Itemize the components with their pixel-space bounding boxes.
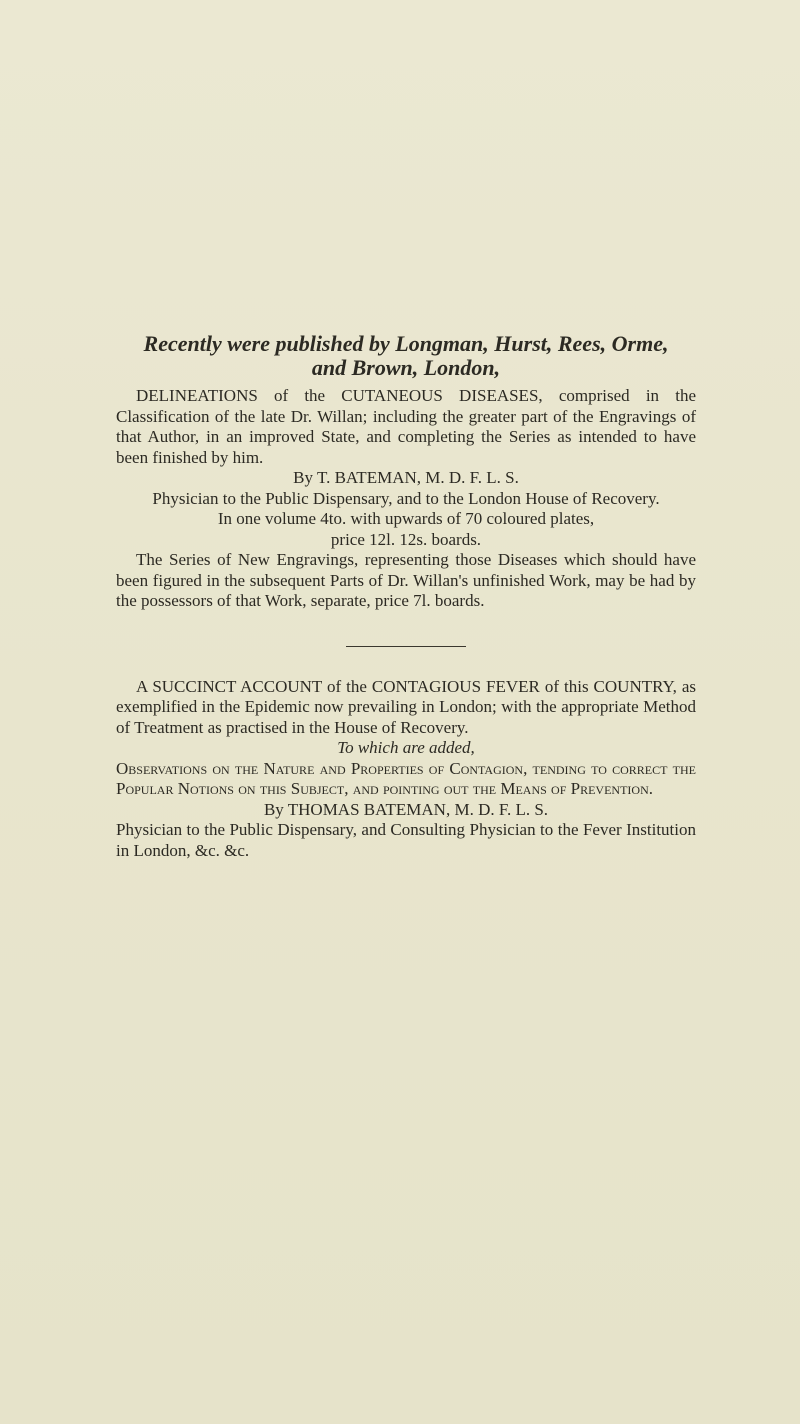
book1-supplement: The Series of New Engravings, representing those Diseases which should have been figured in the subsequent Parts of Dr. Willan's unfinished Work, may be had by the possessors of that Work, separate, price 7l. boards. bbox=[116, 550, 696, 610]
book2-author-byline: By THOMAS BATEMAN, M. D. F. L. S. bbox=[263, 799, 549, 819]
book2-observations: Observations on the Nature and Properties of Contagion, tending to correct the Popular Notions on this Subject, and pointing out the Means of Prevention. bbox=[116, 758, 696, 798]
publisher-heading-line1: Recently were published by Longman, Hurst, Rees, Orme, bbox=[143, 331, 669, 356]
section-divider bbox=[346, 646, 466, 647]
book1-description: DELINEATIONS of the CUTANEOUS DISEASES, comprised in the Classification of the late Dr. Willan; including the greater part of the Engravings of that Author, in an improved State, and completing the Series as intended to have been finished by him. bbox=[116, 386, 696, 467]
book2-added-note: To which are added, bbox=[337, 738, 475, 757]
book1-author-byline: By T. BATEMAN, M. D. F. L. S. bbox=[293, 468, 519, 487]
book2-author-position: Physician to the Public Dispensary, and Consulting Physician to the Fever Institution in London, &c. &c. bbox=[116, 820, 696, 860]
publisher-heading-line2: and Brown, London, bbox=[311, 355, 501, 380]
book1-author-position: Physician to the Public Dispensary, and to the London House of Recovery. bbox=[152, 488, 660, 508]
book1-format: In one volume 4to. with upwards of 70 coloured plates, bbox=[217, 509, 595, 528]
book1-price: price 12l. 12s. boards. bbox=[330, 529, 482, 549]
advertisement bbox=[116, 332, 696, 861]
book2-description: A SUCCINCT ACCOUNT of the CONTAGIOUS FEVER of this COUNTRY, as exemplified in the Epidemic now prevailing in London; with the appropriate Method of Treatment as practised in the House of Recovery. bbox=[116, 676, 696, 737]
